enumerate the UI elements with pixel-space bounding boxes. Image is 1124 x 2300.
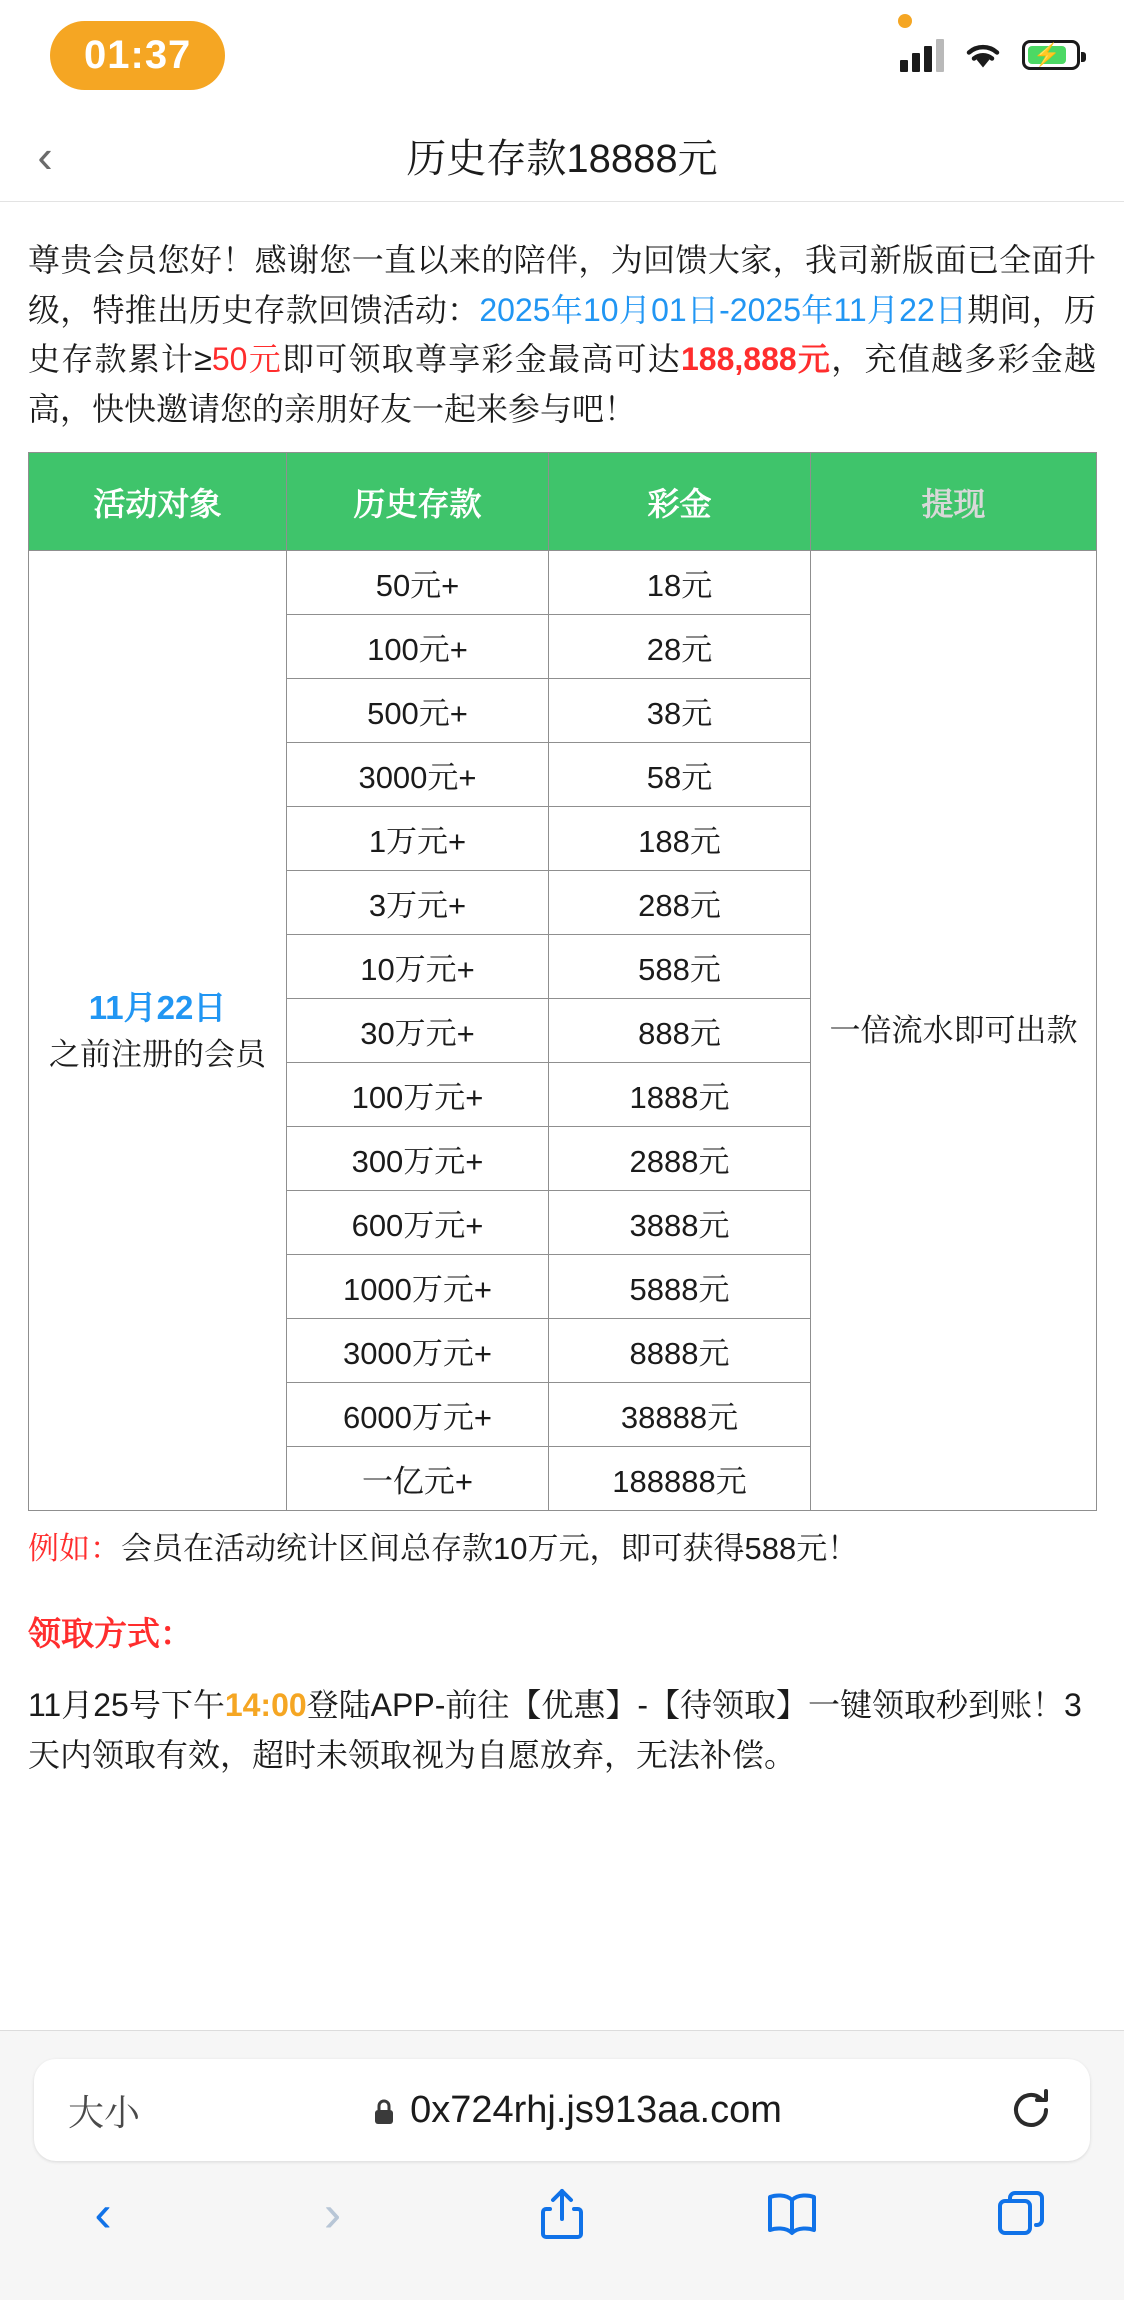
table-cell-bonus: 1888元 xyxy=(549,1063,811,1127)
url-text: 0x724rhj.js913aa.com xyxy=(410,2088,782,2131)
bookmarks-button[interactable] xyxy=(747,2190,837,2238)
table-cell-deposit: 100万元+ xyxy=(287,1063,549,1127)
table-cell-bonus: 38元 xyxy=(549,679,811,743)
reload-icon[interactable] xyxy=(966,2085,1056,2135)
table-cell-deposit: 50元+ xyxy=(287,551,549,615)
text-size-button[interactable]: 大小 xyxy=(68,2091,141,2133)
table-cell-deposit: 6000万元+ xyxy=(287,1383,549,1447)
table-header-withdraw: 提现 xyxy=(811,453,1097,551)
table-row xyxy=(29,551,1097,615)
table-cell-bonus: 188888元 xyxy=(549,1447,811,1511)
table-header-object: 活动对象 xyxy=(29,453,287,551)
table-cell-bonus: 58元 xyxy=(549,743,811,807)
page-header xyxy=(0,110,1124,202)
object-highlight: 11月22日 xyxy=(88,988,227,1026)
browser-toolbar xyxy=(0,2161,1124,2241)
promo-table xyxy=(28,452,1097,1511)
lock-icon xyxy=(372,2097,394,2123)
table-cell-bonus: 8888元 xyxy=(549,1319,811,1383)
recording-indicator-dot xyxy=(898,14,912,28)
table-cell-object xyxy=(29,551,287,1511)
table-cell-deposit: 500元+ xyxy=(287,679,549,743)
address-bar[interactable] xyxy=(34,2059,1090,2161)
table-cell-bonus: 288元 xyxy=(549,871,811,935)
claim-body xyxy=(28,1681,1096,1780)
table-cell-bonus: 888元 xyxy=(549,999,811,1063)
signal-icon xyxy=(900,38,944,72)
intro-text-3: 即可领取尊享彩金最高可达 xyxy=(281,341,681,378)
chevron-left-icon[interactable]: ‹ xyxy=(37,129,53,182)
table-cell-bonus: 28元 xyxy=(549,615,811,679)
table-header-row xyxy=(29,453,1097,551)
example-label: 例如： xyxy=(28,1531,121,1567)
status-time: 01:37 xyxy=(50,21,225,90)
table-cell-deposit: 3万元+ xyxy=(287,871,549,935)
claim-time: 14:00 xyxy=(224,1687,307,1724)
wifi-icon xyxy=(962,39,1004,71)
intro-min-amount: 50元 xyxy=(211,341,282,378)
table-cell-deposit: 1000万元+ xyxy=(287,1255,549,1319)
table-cell-bonus: 188元 xyxy=(549,807,811,871)
intro-max-amount: 188,888元 xyxy=(681,341,832,378)
table-cell-deposit: 600万元+ xyxy=(287,1191,549,1255)
tabs-button[interactable] xyxy=(976,2189,1066,2239)
example-text: 会员在活动统计区间总存款10万元，即可获得588元！ xyxy=(121,1531,859,1567)
table-cell-deposit: 300万元+ xyxy=(287,1127,549,1191)
table-cell-deposit: 3000元+ xyxy=(287,743,549,807)
table-cell-bonus: 588元 xyxy=(549,935,811,999)
intro-text-1: 尊贵会员您好！感谢您一直以来的陪伴，为回馈大家，我司新版面已全面升级，特推出历史存款回馈活动： xyxy=(28,242,1096,328)
status-icons xyxy=(900,38,1080,72)
table-header-deposit: 历史存款 xyxy=(287,453,549,551)
table-cell-deposit: 10万元+ xyxy=(287,935,549,999)
battery-charging-icon: ⚡ xyxy=(1022,40,1080,70)
table-cell-deposit: 3000万元+ xyxy=(287,1319,549,1383)
intro-text-4: ，充值越多彩金越高，快快邀请您的亲朋好友一起来参与吧！ xyxy=(28,341,1096,427)
table-cell-deposit: 30万元+ xyxy=(287,999,549,1063)
status-bar xyxy=(0,0,1124,110)
page-title: 历史存款18888元 xyxy=(406,137,718,181)
url-display[interactable] xyxy=(188,2089,966,2132)
promo-content xyxy=(0,202,1124,1781)
claim-text-1: 11月25号下午 xyxy=(28,1687,225,1724)
table-cell-bonus: 38888元 xyxy=(549,1383,811,1447)
table-cell-withdraw: 一倍流水即可出款 xyxy=(811,551,1097,1511)
table-cell-bonus: 18元 xyxy=(549,551,811,615)
share-button[interactable] xyxy=(517,2187,607,2241)
back-button[interactable]: ‹ xyxy=(94,2185,112,2243)
intro-date-range: 2025年10月01日-2025年11月22日 xyxy=(479,291,968,328)
browser-bottom-bar xyxy=(0,2030,1124,2300)
claim-text-2: 登陆APP-前往【优惠】-【待领取】一键领取秒到账！3天内领取有效，超时未领取视为自愿放弃，无法补偿。 xyxy=(28,1687,1082,1773)
table-cell-deposit: 1万元+ xyxy=(287,807,549,871)
table-cell-deposit: 100元+ xyxy=(287,615,549,679)
table-cell-bonus: 5888元 xyxy=(549,1255,811,1319)
intro-text-2: 期间，历史存款累计≥ xyxy=(28,291,1096,378)
object-text: 之前注册的会员 xyxy=(49,1037,266,1073)
table-cell-bonus: 3888元 xyxy=(549,1191,811,1255)
table-cell-deposit: 一亿元+ xyxy=(287,1447,549,1511)
intro-paragraph xyxy=(28,236,1096,434)
claim-title: 领取方式： xyxy=(28,1615,193,1653)
table-cell-bonus: 2888元 xyxy=(549,1127,811,1191)
table-header-bonus: 彩金 xyxy=(549,453,811,551)
example-line xyxy=(28,1523,1096,1568)
forward-button[interactable]: › xyxy=(323,2185,342,2243)
